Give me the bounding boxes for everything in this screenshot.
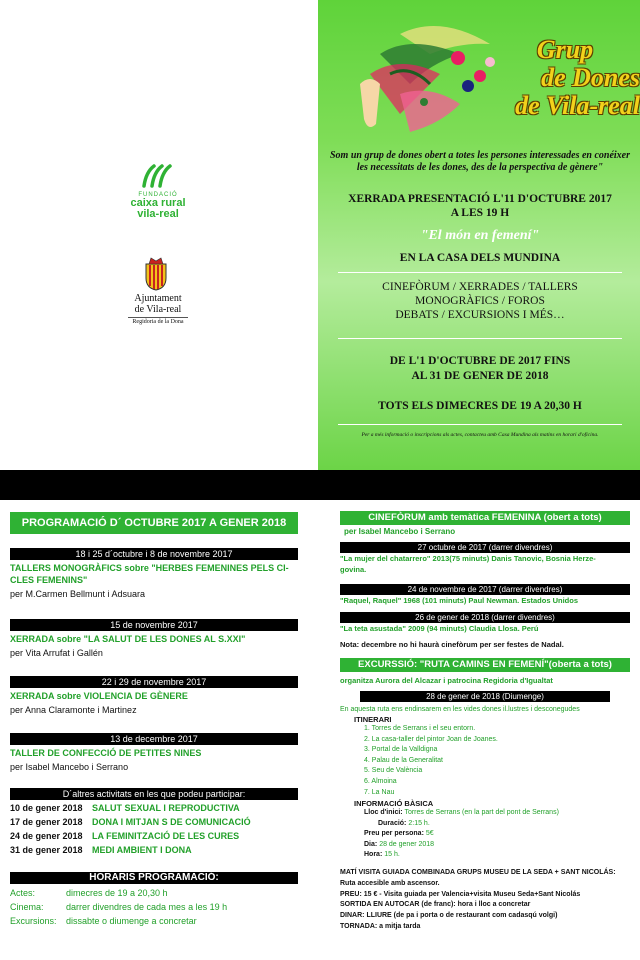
list-item: 6. Almoina [364, 777, 397, 785]
info-label: INFORMACIÓ BÀSICA [354, 799, 434, 808]
film-1 [340, 542, 630, 575]
event-author: per Anna Claramonte i Martinez [10, 705, 137, 715]
event-title: XERRADA sobre VIOLENCIA DE GÈNERE [10, 691, 188, 701]
list-item: Actes: dimecres de 19 a 20,30 h [10, 888, 168, 898]
list-item: DINAR: LLIURE (de pa i porta o de restaurant com cadasqú volgi) [340, 912, 558, 920]
event-date: 18 i 25 d´octubre i 8 de novembre 2017 [10, 548, 298, 560]
fundacio-text: FUNDACIÓ caixa rural vila-real [130, 192, 186, 220]
list-item: 1. Torres de Serrans i el seu entorn. [364, 725, 476, 732]
list-item: Excursions: dissabte o diumenge a concretar [10, 916, 197, 926]
list-item: 7. La Nau [364, 788, 395, 796]
program-header: PROGRAMACIÓ D´ OCTUBRE 2017 A GENER 2018 [10, 512, 298, 534]
film-title-cont: govina. [340, 565, 367, 574]
film-title: "Raquel, Raquel" 1968 (101 minuts) Paul Newman. Estados Unidos [340, 596, 579, 605]
excursion-intro: En aquesta ruta ens endinsarem en les vides dones il.lustres i desconegudes [340, 706, 580, 713]
group-title: Grup de Dones de Vila-real [515, 35, 640, 120]
excursion-header: EXCURSSIÓ: "RUTA CAMINS EN FEMENÍ"(oberta a tots) [340, 658, 630, 672]
event-date: 22 i 29 de novembre 2017 [10, 676, 298, 688]
fold-band [0, 470, 640, 500]
excursion-date-bar: 28 de gener de 2018 (Diumenge) [360, 691, 610, 702]
schedule-text: TOTS ELS DIMECRES DE 19 A 20,30 H [378, 400, 582, 412]
event-author: per Isabel Mancebo i Serrano [10, 762, 129, 772]
list-item: Duració: 2:15 h. [378, 819, 430, 827]
list-item: 2. La casa-taller del pintor Joan de Joanes. [364, 735, 498, 743]
info-list [364, 808, 559, 861]
list-item: 5. Seu de València [364, 767, 423, 775]
itinerary-label: ITINERARI [354, 715, 392, 724]
list-item: 4. Palau de la Generalitat [364, 756, 443, 764]
event-title: TALLER DE CONFECCIÓ DE PETITES NINES [10, 748, 202, 758]
event-title-cont: CLES FEMENINS" [10, 575, 88, 585]
intro-text: Som un grup de dones obert a totes les persones interessades en conéixer les necessitats de les dones, des de la perspectiva de gènere" [330, 150, 631, 173]
excursion-organizer: organitza Aurora del Alcazar i patrocina Regidoria d'Igualtat [340, 676, 553, 685]
event-1 [10, 548, 298, 600]
cineforum-header: CINEFÒRUM amb temàtica FEMENINA (obert a tots) [340, 511, 630, 525]
list-item: MATÍ VISITA GUIADA COMBINADA GRUPS MUSEU DE LA SEDA + SANT NICOLÁS: [340, 869, 616, 876]
event-2 [10, 619, 298, 659]
list-item: Preu per persona: 5€ [364, 830, 434, 838]
back-panel [0, 0, 318, 470]
event-date: 13 de decembre 2017 [10, 733, 298, 745]
event-3 [10, 676, 298, 716]
list-item: 3. Portal de la Valldigna [364, 746, 438, 754]
event-date: 15 de novembre 2017 [10, 619, 298, 631]
film-title: "La teta asustada" 2009 (94 minuts) Claudia Llosa. Perú [340, 624, 539, 633]
list-item: Cinema: darrer divendres de cada mes a les 19 h [10, 902, 228, 912]
talk-heading: XERRADA PRESENTACIÓ L'11 D'OCTUBRE 2017 A LES 19 H [348, 193, 612, 219]
event-title: XERRADA sobre "LA SALUT DE LES DONES AL S.XXI" [10, 634, 246, 644]
ajuntament-text: Ajuntament de Vila-real Regidoria de la Dona [108, 293, 208, 327]
list-item: Dia: 28 de gener 2018 [364, 840, 435, 848]
list-item: Ruta accesible amb ascensor. [340, 879, 440, 887]
list-item: 10 de gener 2018 SALUT SEXUAL I REPRODUCTIVA [10, 803, 240, 813]
list-item: 24 de gener 2018 LA FEMINITZACIÓ DE LES CURES [10, 831, 240, 841]
list-item: SORTIDA EN AUTOCAR (de franc): hora i lloc a concretar [340, 901, 531, 909]
other-header: D´altres activitats en les que podeu participar: [10, 788, 298, 800]
film-date: 26 de gener de 2018 (darrer divendres) [340, 612, 630, 623]
footnote: Per a més informació o inscripcions als actes, contacteu amb Casa Mundina als matins en horari d'oficina. [361, 432, 599, 438]
event-author: per Vita Arrufat i Gallén [10, 648, 103, 658]
divider-1 [338, 272, 622, 273]
event-title: TALLERS MONOGRÀFICS sobre "HERBES FEMENINES PELS CI- [10, 563, 289, 573]
activities-list: CINEFÒRUM / XERRADES / TALLERS MONOGRÀFICS / FOROS DEBATS / EXCURSIONS I MÉS… [382, 281, 578, 321]
event-4 [10, 733, 298, 773]
list-item: Lloc d'inici: Torres de Serrans (en la part del pont de Serrans) [364, 809, 559, 816]
hours-block [10, 872, 298, 927]
ajuntament-shield-icon [140, 256, 172, 292]
divider-2 [338, 338, 622, 339]
talk-title: "El món en femení" [420, 228, 540, 243]
film-3 [340, 612, 630, 634]
list-item: Hora: 15 h. [364, 851, 400, 859]
fundacio-logo-icon [138, 160, 178, 190]
extra-info [340, 868, 636, 933]
talk-place: EN LA CASA DELS MUNDINA [399, 252, 561, 264]
film-date: 24 de novembre de 2017 (darrer divendres) [340, 584, 630, 595]
film-2 [340, 584, 630, 606]
film-title: "La mujer del chatarrero" 2013(75 minuts) Danis Tanovic, Bosnia Herze- [340, 554, 596, 563]
divider-3 [338, 424, 622, 425]
list-item: TORNADA: a mitja tarda [340, 922, 421, 930]
cineforum-note: Nota: decembre no hi haurà cinefòrum per ser festes de Nadal. [340, 640, 564, 649]
film-date: 27 octubre de 2017 (darrer divendres) [340, 542, 630, 553]
other-activities [10, 788, 298, 856]
list-item: 17 de gener 2018 DONA I MITJAN S DE COMUNICACIÓ [10, 817, 251, 827]
itinerary-list [364, 724, 498, 798]
list-item: PREU: 15 € - Visita guiada per Valencia+visita Museu Seda+Sant Nicolás [340, 890, 581, 898]
dates-text: DE L'1 D'OCTUBRE DE 2017 FINS AL 31 DE GENER DE 2018 [389, 355, 571, 382]
cover-panel [318, 0, 640, 470]
hours-header: HORARIS PROGRAMACIÓ: [10, 872, 298, 884]
event-author: per M.Carmen Bellmunt i Adsuara [10, 589, 146, 599]
list-item: 31 de gener 2018 MEDI AMBIENT I DONA [10, 845, 192, 855]
women-illustration-icon [340, 14, 500, 144]
cineforum-author: per Isabel Mancebo i Serrano [344, 527, 456, 536]
